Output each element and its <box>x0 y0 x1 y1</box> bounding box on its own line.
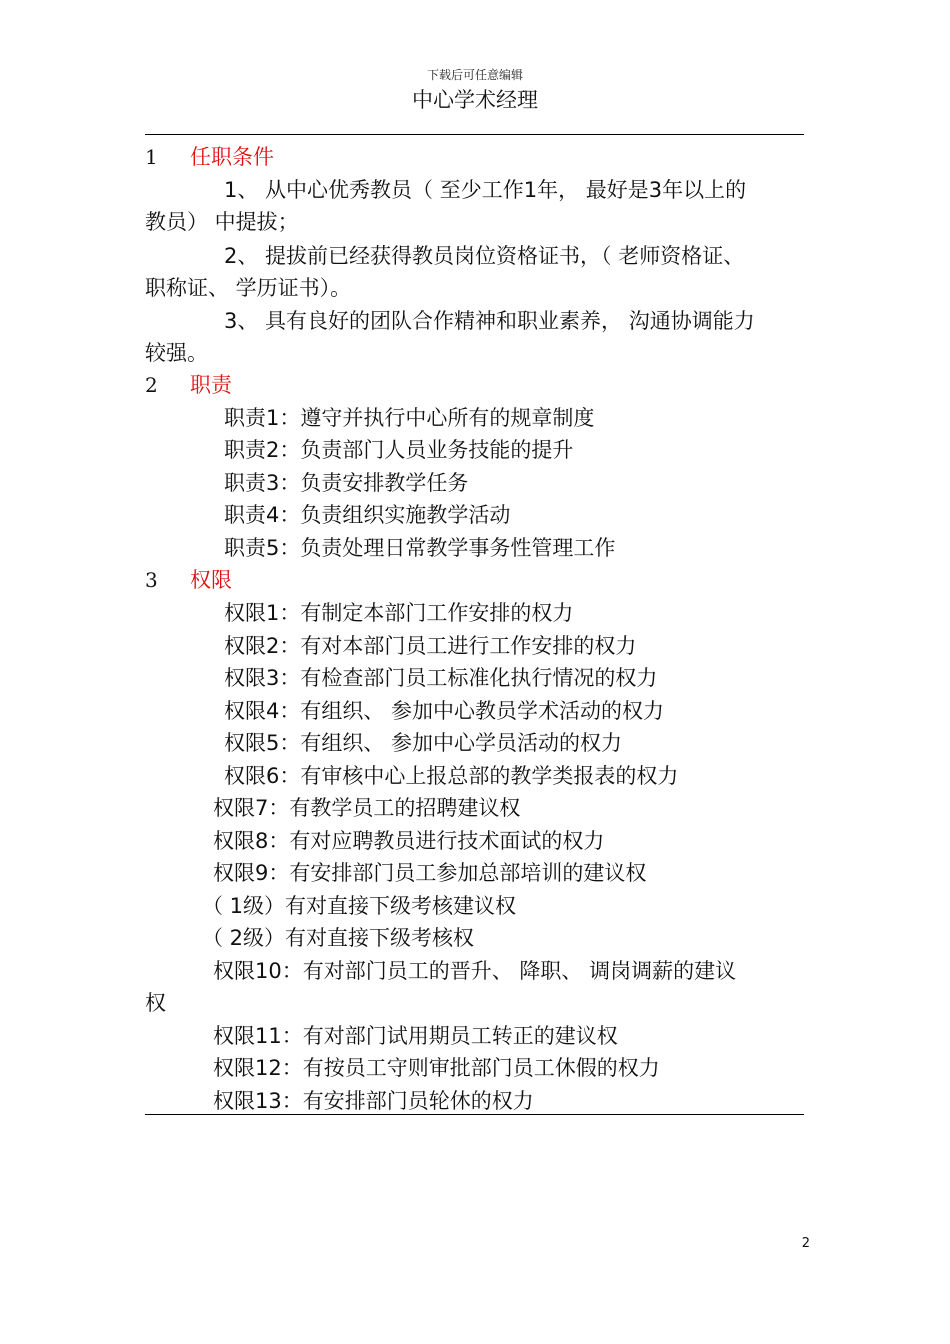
list-item: 职责2：负责部门人员业务技能的提升 <box>224 438 574 462</box>
list-item: 权限10：有对部门员工的晋升、 降职、 调岗调薪的建议 <box>213 959 737 983</box>
section-number: 3 <box>145 568 158 592</box>
section-title-duties: 职责 <box>190 373 232 397</box>
list-item: 权限5：有组织、 参加中心学员活动的权力 <box>224 731 623 755</box>
list-item: 权限2：有对本部门员工进行工作安排的权力 <box>224 634 637 658</box>
list-item: 职责4：负责组织实施教学活动 <box>224 503 511 527</box>
list-item: （ 1级）有对直接下级考核建议权 <box>202 894 517 918</box>
header-note: 下载后可任意编辑 <box>426 68 523 82</box>
list-item: 权限11：有对部门试用期员工转正的建议权 <box>213 1024 618 1048</box>
list-item: 权限8：有对应聘教员进行技术面试的权力 <box>213 829 605 853</box>
list-item-continuation: 教员） 中提拔； <box>145 210 299 234</box>
list-item: 权限7：有教学员工的招聘建议权 <box>213 796 521 820</box>
list-item: 权限3：有检查部门员工标准化执行情况的权力 <box>224 666 658 690</box>
list-item-continuation: 较强。 <box>145 341 208 365</box>
list-item: 权限12：有按员工守则审批部门员工休假的权力 <box>213 1056 660 1080</box>
section-number: 2 <box>145 373 158 397</box>
list-item: 权限13：有安排部门员轮休的权力 <box>213 1089 534 1113</box>
list-item: 职责5：负责处理日常教学事务性管理工作 <box>224 536 616 560</box>
list-item-continuation: 职称证、 学历证书）。 <box>145 276 352 300</box>
list-item: 权限4：有组织、 参加中心教员学术活动的权力 <box>224 699 665 723</box>
list-item: 权限1：有制定本部门工作安排的权力 <box>224 601 574 625</box>
page-title: 中心学术经理 <box>412 88 538 112</box>
section-number: 1 <box>145 145 158 169</box>
top-divider <box>145 134 804 135</box>
list-item-continuation: 权 <box>145 991 166 1015</box>
list-item: 职责3：负责安排教学任务 <box>224 471 469 495</box>
section-title-qualifications: 任职条件 <box>190 145 274 169</box>
list-item: 2、 提拔前已经获得教员岗位资格证书，（ 老师资格证、 <box>224 244 745 268</box>
list-item: 权限6：有审核中心上报总部的教学类报表的权力 <box>224 764 679 788</box>
list-item: 权限9：有安排部门员工参加总部培训的建议权 <box>213 861 647 885</box>
list-item: 职责1：遵守并执行中心所有的规章制度 <box>224 406 595 430</box>
bottom-divider <box>145 1114 804 1115</box>
page-number: 2 <box>801 1236 810 1251</box>
list-item: 1、 从中心优秀教员（ 至少工作1年， 最好是3年以上的 <box>224 178 747 202</box>
list-item: 3、 具有良好的团队合作精神和职业素养， 沟通协调能力 <box>224 309 755 333</box>
list-item: （ 2级）有对直接下级考核权 <box>202 926 475 950</box>
section-title-authority: 权限 <box>190 568 232 592</box>
